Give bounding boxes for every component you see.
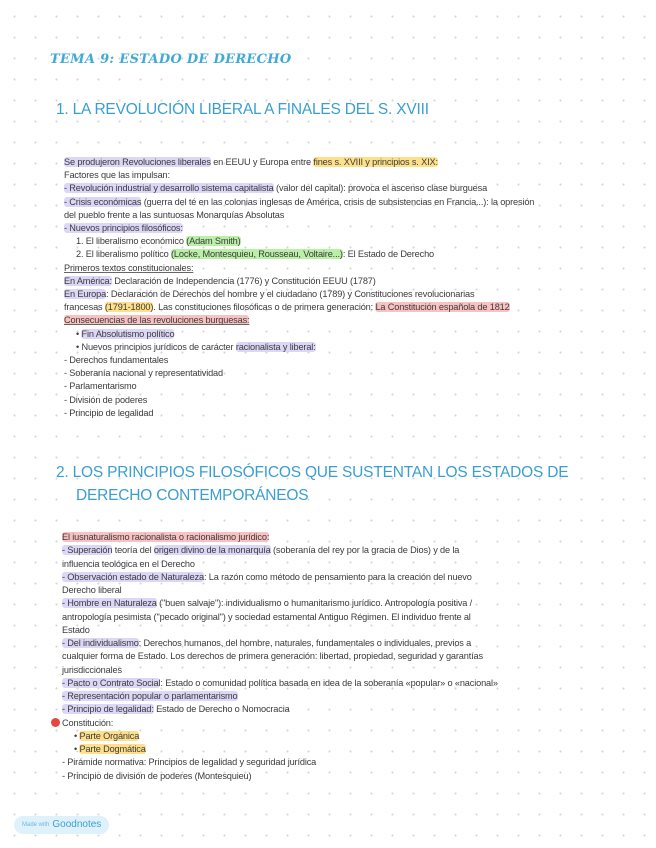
text-span: • [76, 328, 82, 339]
text-span: Primeros textos constitucionales: [64, 262, 194, 273]
goodnotes-badge [14, 816, 109, 834]
text-line [62, 703, 290, 715]
text-line [62, 597, 472, 609]
text-line [62, 770, 251, 782]
highlighted-text: - Superación [62, 545, 113, 556]
badge-prefix: Made with [22, 822, 50, 828]
text-span: • Nuevos principios jurídicos de carácter [76, 341, 236, 352]
text-line [62, 531, 269, 543]
text-span: (soberanía del rey por la gracia de Dios) y de la [270, 545, 460, 556]
text-line [76, 341, 316, 353]
highlighted-text: (Adam Smith) [186, 236, 241, 247]
section-2-heading-line-1: 2. LOS PRINCIPIOS FILOSÓFICOS QUE SUSTENTAN LOS ESTADOS DE [56, 464, 569, 481]
text-span: cualquier forma de Estado. Los derechos de primera generación: libertad, propiedad, seguridad y garantías [62, 651, 483, 662]
highlighted-text: - Representación popular o parlamentarismo [62, 691, 238, 701]
highlighted-text: Fin Absolutismo político [81, 328, 175, 339]
highlighted-text: racionalista y liberal: [235, 341, 316, 352]
section-2-heading-line-2: DERECHO CONTEMPORÁNEOS [76, 487, 309, 504]
highlighted-text: (1791-1800) [104, 302, 154, 313]
text-span: - Principio de división de poderes (Montesquieu) [62, 770, 252, 781]
text-line [64, 314, 249, 326]
document-title: TEMA 9: ESTADO DE DERECHO [50, 52, 292, 67]
text-span: : El Estado de Derecho [342, 249, 434, 260]
text-line [74, 743, 146, 755]
text-line [64, 288, 474, 300]
highlighted-text: Consecuencias de las revoluciones burguesas: [64, 315, 250, 326]
text-span: - Pirámide normativa: Principios de legalidad y seguridad jurídica [62, 757, 317, 768]
text-line [62, 756, 316, 768]
text-span: : Estado o comunidad política basada en idea de la soberanía «popular» o «nacional» [160, 677, 498, 688]
text-line [62, 690, 238, 702]
text-span: • [74, 744, 80, 754]
text-line [62, 717, 113, 729]
highlighted-text: origen divino de la monarquía [153, 545, 271, 556]
text-span: influencia teológica en el Derecho [62, 558, 195, 569]
text-span: - Derechos fundamentales [64, 355, 169, 365]
text-line [62, 571, 472, 583]
highlighted-text: - Nuevos principios filosóficos: [64, 223, 183, 233]
text-line [62, 677, 498, 689]
text-line [62, 611, 471, 623]
text-line [64, 182, 487, 194]
text-span: antropología pesimista ("pecado original") y sociedad estamental Antiguo Régimen. El individuo frente al [62, 611, 471, 622]
text-span: 2. El liberalismo político [76, 249, 172, 260]
highlighted-text: El iusnaturalismo racionalista o racionalismo jurídico: [62, 532, 270, 542]
highlighted-text: Parte Dogmática [79, 744, 146, 754]
highlighted-text: fines s. XVIII y principios s. XIX: [313, 157, 438, 167]
text-line [64, 262, 193, 274]
badge-brand: Goodnotes [52, 819, 102, 830]
text-span: : La razón como método de pensamiento para la creación del nuevo [203, 571, 472, 582]
text-span: (valor del capital): provoca el ascenso clase burguesa [273, 183, 488, 194]
text-span: . Las constituciones filosóficas o de primera generación: [153, 302, 376, 313]
highlighted-text: Parte Orgánica [79, 730, 140, 741]
text-span: Declaración de Independencia (1776) y Constitución EEUU (1787) [111, 275, 376, 286]
text-span: ("buen salvaje"): individualismo o humanitarismo jurídico. Antropología positiva / [156, 598, 473, 609]
text-span: - División de poderes [64, 394, 148, 405]
text-line [64, 394, 147, 406]
text-line [62, 650, 483, 662]
text-span: Estado [62, 624, 90, 635]
text-line [62, 558, 195, 570]
text-line [64, 367, 223, 379]
text-line [62, 544, 459, 556]
text-line [64, 354, 168, 366]
highlighted-text: En América: [64, 275, 112, 286]
text-span: 1. El liberalismo económico [76, 236, 187, 247]
text-span: Estado de Derecho o Nomocracia [153, 704, 290, 715]
highlighted-text: (Locke, Montesquieu, Rousseau, Voltaire...) [171, 249, 343, 260]
text-span: - Soberanía nacional y representatividad [64, 368, 223, 379]
text-line [64, 380, 137, 392]
text-line [64, 196, 534, 208]
highlighted-text: - Observación estado de Naturaleza [62, 571, 204, 582]
highlighted-text: - Principio de legalidad: [62, 704, 154, 715]
text-line [74, 730, 139, 742]
highlighted-text: - Hombre en Naturaleza [62, 598, 157, 609]
text-span: Factores que las impulsan: [64, 170, 170, 181]
highlighted-text: - Pacto o Contrato Social [62, 677, 161, 688]
highlighted-text: - Revolución industrial y desarrollo sistema capitalista [64, 183, 274, 194]
text-span: (guerra del té en las colonias inglesas de América, crisis de subsistencias en Francia...): la opresión [141, 196, 535, 207]
text-span: del pueblo frente a las suntuosas Monarquías Absolutas [64, 209, 285, 220]
highlighted-text: En Europa [64, 289, 107, 299]
text-line [76, 248, 434, 260]
text-line [76, 328, 174, 340]
text-span: Constitución: [62, 717, 114, 728]
text-span: Derecho liberal [62, 585, 122, 595]
text-span: • [74, 730, 80, 741]
text-span: en EEUU y Europa entre [210, 157, 314, 167]
text-line [76, 235, 241, 247]
text-span: teoría del [112, 545, 154, 556]
text-line [64, 156, 438, 168]
text-line [64, 169, 170, 181]
text-line [64, 407, 153, 419]
text-line [64, 275, 376, 287]
text-span: : Derechos humanos, del hombre, naturales, fundamentales o individuales, previos a [138, 638, 472, 648]
text-line [62, 584, 122, 596]
section-1-heading: 1. LA REVOLUCIÓN LIBERAL A FINALES DEL S. XVIII [56, 101, 429, 118]
highlighted-text: Se produjeron Revoluciones liberales [64, 157, 211, 167]
text-line [62, 624, 90, 636]
highlighted-text: La Constitución española de 1812 [375, 302, 510, 313]
highlighted-text: - Crisis económicas [64, 196, 142, 207]
highlighted-text: - Del individualismo [62, 638, 139, 648]
text-line [64, 301, 510, 313]
red-marker-dot [51, 718, 60, 727]
text-line [62, 637, 471, 649]
text-line [64, 222, 183, 234]
text-span: jurisdiccionales [62, 664, 122, 675]
text-span: : Declaración de Derechos del hombre y el ciudadano (1789) y Constituciones revolucionarias [106, 289, 475, 299]
text-line [64, 209, 284, 221]
text-span: - Parlamentarismo [64, 381, 137, 392]
text-span: francesas [64, 302, 105, 313]
text-line [62, 664, 122, 676]
text-span: - Principio de legalidad [64, 407, 154, 418]
